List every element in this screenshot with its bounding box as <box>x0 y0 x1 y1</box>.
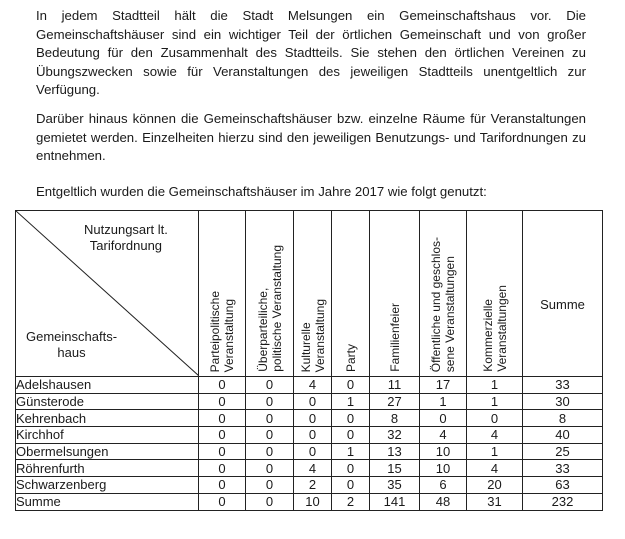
table-row <box>16 477 603 494</box>
usage-count-cell: 0 <box>294 410 332 427</box>
row-sum-cell: 33 <box>523 460 603 477</box>
column-header-line1: Kommerzielle <box>480 299 495 372</box>
usage-count-cell: 4 <box>467 460 523 477</box>
usage-type-line1: Nutzungsart lt. <box>84 222 168 237</box>
column-header-line2: politische Veranstaltung <box>269 245 284 372</box>
community-house-name: Kehrenbach <box>16 410 199 427</box>
usage-count-cell: 4 <box>467 427 523 444</box>
usage-count-cell: 0 <box>199 410 246 427</box>
row-sum-cell: 30 <box>523 393 603 410</box>
usage-count-cell: 1 <box>332 443 370 460</box>
row-sum-cell: 63 <box>523 477 603 494</box>
table-body <box>16 377 603 511</box>
community-house-name: Kirchhof <box>16 427 199 444</box>
usage-count-cell: 0 <box>246 427 294 444</box>
community-house-label <box>26 329 117 361</box>
usage-count-cell: 0 <box>332 427 370 444</box>
row-sum-cell: 33 <box>523 377 603 394</box>
usage-count-cell: 0 <box>199 493 246 510</box>
usage-count-cell: 10 <box>294 493 332 510</box>
usage-count-cell: 0 <box>294 443 332 460</box>
column-header-line2: Veranstaltung <box>222 298 236 372</box>
row-sum-cell: 40 <box>523 427 603 444</box>
table-row <box>16 393 603 410</box>
usage-count-cell: 0 <box>420 410 467 427</box>
usage-count-cell: 0 <box>294 393 332 410</box>
usage-count-cell: 20 <box>467 477 523 494</box>
usage-count-cell: 48 <box>420 493 467 510</box>
column-header-family-celebration <box>370 211 420 377</box>
table-row <box>16 493 603 510</box>
usage-count-cell: 0 <box>246 460 294 477</box>
usage-count-cell: 6 <box>420 477 467 494</box>
usage-count-cell: 27 <box>370 393 420 410</box>
usage-count-cell: 1 <box>467 393 523 410</box>
usage-count-cell: 2 <box>332 493 370 510</box>
usage-count-cell: 35 <box>370 477 420 494</box>
table-header-row <box>16 211 603 377</box>
usage-count-cell: 0 <box>199 443 246 460</box>
usage-count-cell: 32 <box>370 427 420 444</box>
sum-header-label: Summe <box>540 297 585 312</box>
usage-count-cell: 141 <box>370 493 420 510</box>
table-row <box>16 377 603 394</box>
usage-count-cell: 1 <box>332 393 370 410</box>
column-header-line1: Parteipolitische <box>208 290 222 372</box>
column-header-public-private-events <box>420 211 467 377</box>
usage-count-cell: 13 <box>370 443 420 460</box>
usage-count-cell: 1 <box>420 393 467 410</box>
table-row <box>16 443 603 460</box>
column-header-nonpartisan-political <box>246 211 294 377</box>
usage-count-cell: 0 <box>332 477 370 494</box>
column-header-party <box>332 211 370 377</box>
usage-count-cell: 2 <box>294 477 332 494</box>
usage-count-cell: 1 <box>467 377 523 394</box>
usage-count-cell: 0 <box>246 477 294 494</box>
usage-count-cell: 0 <box>199 477 246 494</box>
usage-count-cell: 0 <box>246 393 294 410</box>
column-header-line1: Party <box>343 343 358 372</box>
usage-count-cell: 17 <box>420 377 467 394</box>
rental-paragraph: Darüber hinaus können die Gemeinschaftshäuser bzw. einzelne Räume für Veranstaltungen gemietet werden. Einzelheiten hierzu sind den jeweiligen Benutzungs- und Tarifordnungen zu entnehmen. <box>36 111 586 164</box>
column-header-line2: Veranstaltung <box>312 298 327 372</box>
usage-count-cell: 0 <box>246 443 294 460</box>
community-house-line2: haus <box>57 345 86 360</box>
usage-count-cell: 0 <box>199 393 246 410</box>
usage-count-cell: 4 <box>294 377 332 394</box>
column-header-cultural <box>294 211 332 377</box>
column-header-line1: Öffentliche und geschlos- <box>429 236 443 372</box>
usage-count-cell: 0 <box>199 427 246 444</box>
usage-count-cell: 1 <box>467 443 523 460</box>
community-house-name: Schwarzenberg <box>16 477 199 494</box>
usage-count-cell: 0 <box>246 410 294 427</box>
usage-count-cell: 0 <box>199 460 246 477</box>
usage-count-cell: 0 <box>332 377 370 394</box>
community-house-name: Adelshausen <box>16 377 199 394</box>
usage-count-cell: 4 <box>420 427 467 444</box>
usage-count-cell: 0 <box>246 377 294 394</box>
column-header-line1: Familienfeier <box>387 303 402 372</box>
usage-count-cell: 0 <box>332 410 370 427</box>
column-header-party-political <box>199 211 246 377</box>
usage-count-cell: 15 <box>370 460 420 477</box>
usage-count-cell: 0 <box>332 460 370 477</box>
community-house-name: Röhrenfurth <box>16 460 199 477</box>
column-header-commercial <box>467 211 523 377</box>
table-intro-paragraph: Entgeltlich wurden die Gemeinschaftshäuser im Jahre 2017 wie folgt genutzt: <box>36 184 487 199</box>
usage-count-cell: 8 <box>370 410 420 427</box>
community-house-name: Summe <box>16 493 199 510</box>
usage-count-cell: 31 <box>467 493 523 510</box>
community-house-name: Günsterode <box>16 393 199 410</box>
usage-count-cell: 4 <box>294 460 332 477</box>
community-house-name: Obermelsungen <box>16 443 199 460</box>
column-header-line2: sene Veranstaltungen <box>443 255 457 372</box>
column-header-line1: Kulturelle <box>298 321 313 372</box>
column-header-sum <box>523 211 603 377</box>
row-sum-cell: 25 <box>523 443 603 460</box>
usage-type-label <box>84 222 168 254</box>
column-header-line1: Überparteiliche, <box>255 287 270 372</box>
usage-count-cell: 10 <box>420 460 467 477</box>
table-row <box>16 460 603 477</box>
column-header-line2: Veranstaltungen <box>494 285 509 372</box>
usage-count-cell: 0 <box>294 427 332 444</box>
usage-count-cell: 0 <box>467 410 523 427</box>
row-sum-cell: 8 <box>523 410 603 427</box>
table-row <box>16 410 603 427</box>
usage-count-cell: 11 <box>370 377 420 394</box>
row-sum-cell: 232 <box>523 493 603 510</box>
usage-count-cell: 0 <box>246 493 294 510</box>
usage-table <box>15 210 603 511</box>
corner-header-cell <box>16 211 199 377</box>
usage-count-cell: 10 <box>420 443 467 460</box>
intro-paragraph: In jedem Stadtteil hält die Stadt Melsungen ein Gemeinschaftshaus vor. Die Gemeinschaftshäuser sind ein wichtiger Teil der örtlichen Gemeinschaft und von großer Bedeutung für den Zusammenhalt des Stadtteils. Sie stehen den örtlichen Vereinen zu Übungszwecken sowie für Veranstaltungen des jeweiligen Stadtteils unentgeltlich zur Verfügung. <box>36 8 586 98</box>
community-house-line1: Gemeinschafts- <box>26 329 118 344</box>
usage-count-cell: 0 <box>199 377 246 394</box>
usage-type-line2: Tarifordnung <box>89 238 163 253</box>
table-row <box>16 427 603 444</box>
